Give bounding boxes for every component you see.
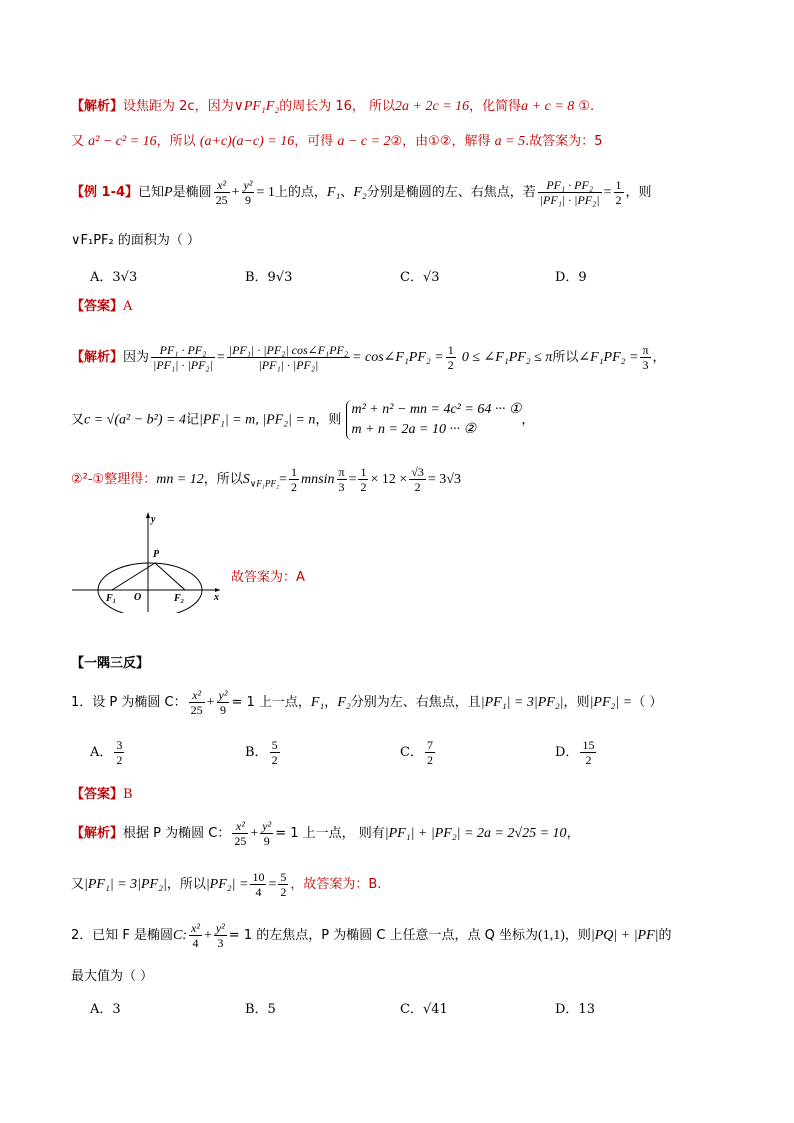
fraction: $\frac{1}{2}$ bbox=[615, 178, 622, 207]
equation: a − c = 2 bbox=[337, 134, 391, 149]
option-c: C．√41 bbox=[400, 1002, 448, 1017]
text: ，化简得 bbox=[469, 99, 522, 114]
option-a: A．3√3 bbox=[90, 270, 138, 285]
option-d: D． $\frac{15}{2}$ bbox=[555, 738, 595, 767]
option-a: A．3 bbox=[90, 1002, 121, 1017]
option-a: A． $\frac{3}{2}$ bbox=[90, 738, 123, 767]
section-title: 【一隅三反】 bbox=[71, 656, 150, 671]
solution-area: ②²-①整理得：mn = 12，所以$S_{\vee F_1PF_2}=$ $\frac{1}{2}$ mnsin $\frac{\pi}{3}$ = $\frac{1}{2}$ × 12 × $\frac{√3}{2}$ = 3√3 bbox=[71, 465, 461, 494]
ellipse-figure bbox=[70, 508, 230, 613]
text: 的周长为 16， 所以 bbox=[279, 99, 396, 114]
option-b: B．5 bbox=[245, 1002, 276, 1017]
text: 是椭圆 bbox=[172, 185, 212, 200]
figure-answer: 故答案为：A bbox=[231, 570, 305, 585]
equation-system: m² + n² − mn = 4c² = 64 ··· ① m + n = 2a = 10 ··· ② bbox=[346, 400, 522, 440]
segment-pf2 bbox=[155, 563, 185, 590]
text: 设焦距为 2c，因为 bbox=[123, 99, 234, 114]
equation: 2a + 2c = 16 bbox=[395, 99, 470, 114]
vector-fraction: $\frac{\text{PF₁ · PF₂}}{\text{|PF₁| · |PF₂|}}$ bbox=[153, 343, 213, 372]
option-b: B．9√3 bbox=[245, 270, 293, 285]
question-1-solution-2: 又|PF₁| = 3|PF₂|，所以|PF₂| = $\frac{10}{4}$ = $\frac{5}{2}$ ，故答案为：B. bbox=[71, 870, 382, 899]
example-question-cont bbox=[71, 230, 754, 252]
equation: a = 5 bbox=[494, 134, 526, 149]
analysis-tag: 【解析】 bbox=[71, 350, 124, 365]
option-c: C． $\frac{7}{2}$ bbox=[400, 738, 433, 767]
answer-2 bbox=[71, 784, 754, 806]
text: ，由①②，解得 bbox=[402, 134, 491, 149]
label-y: y bbox=[151, 514, 156, 525]
text: 又 bbox=[71, 134, 85, 149]
solution-line-1 bbox=[71, 96, 754, 118]
example-question: 【例 1-4】已知P是椭圆 $\frac{\text{x²}}{25}$ + $\frac{\text{y²}}{9}$ = 1上的点，F₁、F₂分别是椭圆的左、右焦点，若 $\frac{\text{PF₁ · PF₂}}{\text{|PF₁| · |PF₂|}}$ = $\frac{1}{2}$ ，则 bbox=[71, 178, 652, 207]
fraction: $\frac{\pi}{3}$ bbox=[642, 343, 649, 372]
text: ∨F₁PF₂ 的面积为（ ） bbox=[71, 233, 200, 248]
triangle-symbol: ∨PF₁F₂ bbox=[233, 99, 280, 114]
cos-fraction: $\frac{\text{|PF₁| · |PF₂| cos∠F₁PF₂}}{\text{|PF₁| · |PF₂|}}$ bbox=[228, 343, 349, 372]
solution-main: 【解析】因为 $\frac{\text{PF₁ · PF₂}}{\text{|PF₁| · |PF₂|}}$ = $\frac{\text{|PF₁| · |PF₂| cos∠F₁PF₂}}{\text{|PF₁| · |PF₂|}}$ = cos∠F₁PF₂ = $\frac{1}{2}$ 0 ≤ ∠F₁PF₂ ≤ π所以∠F₁PF₂ = $\frac{\pi}{3}$ ， bbox=[71, 343, 666, 372]
label-o: O bbox=[134, 592, 142, 603]
analysis-tag: 【解析】 bbox=[71, 99, 124, 114]
equation: (a+c)(a−c) = 16 bbox=[199, 134, 295, 149]
fraction: $\frac{1}{2}$ bbox=[447, 343, 454, 372]
segment-pf1 bbox=[112, 563, 155, 590]
vector-fraction: $\frac{\text{PF₁ · PF₂}}{\text{|PF₁| · |PF₂|}}$ bbox=[539, 178, 600, 207]
answer-tag: 【答案】 bbox=[71, 787, 124, 802]
solution-line-2 bbox=[71, 131, 754, 153]
equation: a² − c² = 16 bbox=[88, 134, 157, 149]
question-2: 2．已知 F 是椭圆C: $\frac{\text{x²}}{4}$ + $\frac{\text{y²}}{3}$ = 1 的左焦点，P 为椭圆 C 上任意一点，点 Q 坐标为(1,1)，则|PQ| + |PF|的 bbox=[71, 921, 672, 950]
question-1-solution: 【解析】根据 P 为椭圆 C： $\frac{\text{x²}}{25}$ + $\frac{\text{y²}}{9}$ = 1 上一点， 则有|PF₁| + |PF₂| = 2a = 2√25 = 10， bbox=[71, 819, 580, 848]
equation: a + c = 8 bbox=[521, 99, 575, 114]
answer-value: B bbox=[123, 787, 133, 802]
option-d: D．9 bbox=[555, 270, 587, 285]
var: P bbox=[164, 185, 173, 200]
ellipse bbox=[98, 563, 202, 613]
option-b: B． $\frac{5}{2}$ bbox=[245, 738, 278, 767]
analysis-tag: 【解析】 bbox=[71, 826, 124, 841]
label-p: P bbox=[153, 549, 160, 560]
y-axis-arrow bbox=[146, 512, 150, 518]
answer-tag: 【答案】 bbox=[71, 299, 124, 314]
example-tag: 【例 1-4】 bbox=[71, 185, 139, 200]
text: .故答案为：5 bbox=[525, 134, 603, 149]
question-2-cont: 最大值为（ ） bbox=[71, 969, 154, 984]
answer-1 bbox=[71, 296, 754, 318]
label-x: x bbox=[214, 592, 219, 603]
question-1: 1．设 P 为椭圆 C： $\frac{\text{x²}}{25}$ + $\frac{\text{y²}}{9}$ = 1 上一点，F₁，F₂分别为左、右焦点，且|PF₁| = 3|PF₂|，则|PF₂| =（ ） bbox=[71, 688, 663, 717]
circle-mark: ② bbox=[390, 134, 403, 149]
label-f1: F₁ bbox=[106, 593, 117, 604]
label-f2: F₂ bbox=[174, 593, 185, 604]
option-c: C．√3 bbox=[400, 270, 440, 285]
solution-system: 又c = √(a² − b²) = 4记|PF₁| = m, |PF₂| = n，则 m² + n² − mn = 4c² = 64 ··· ① m + n = 2a = 10 ··· ② ， bbox=[71, 400, 754, 441]
answer-value: A bbox=[123, 299, 133, 314]
text: ，可得 bbox=[294, 134, 334, 149]
option-d: D．13 bbox=[555, 1002, 595, 1017]
fraction: $\frac{\text{y²}}{9}$ bbox=[243, 178, 253, 207]
circle-mark: ①. bbox=[578, 99, 595, 114]
text: ，所以 bbox=[156, 134, 196, 149]
fraction: $\frac{\text{x²}}{25}$ bbox=[215, 178, 228, 207]
text: 已知 bbox=[138, 185, 165, 200]
